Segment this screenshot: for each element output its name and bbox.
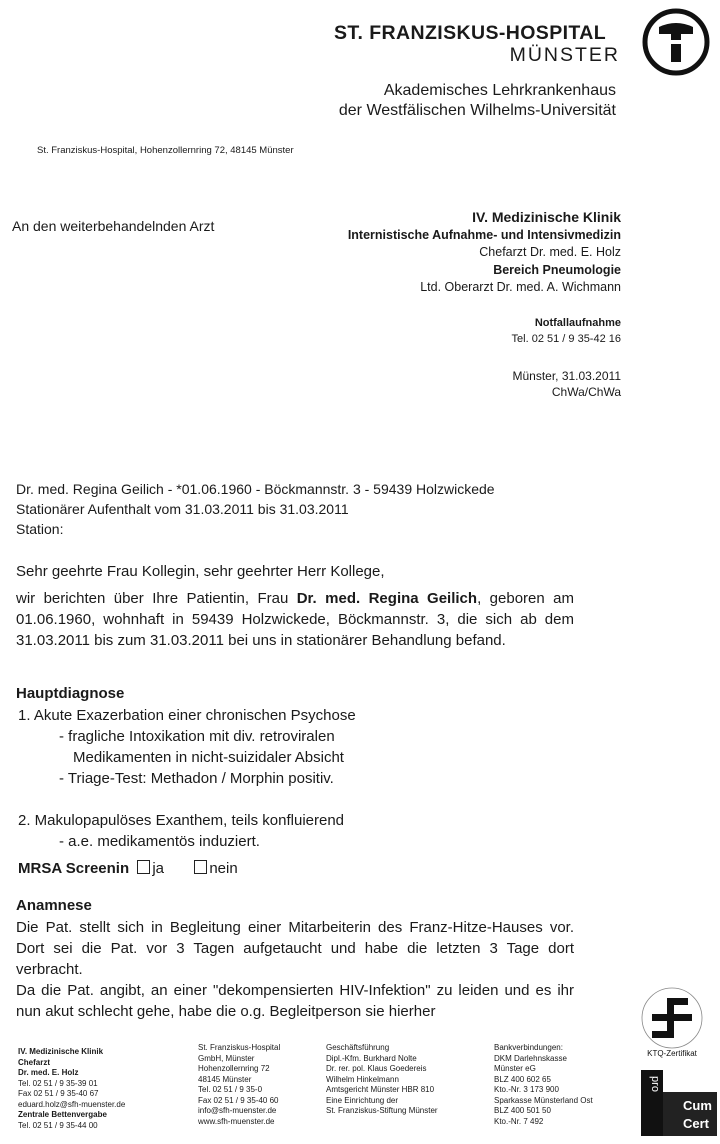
diagnosis-subitem: - Triage-Test: Methadon / Morphin positiv. [59,770,334,787]
mrsa-ja-checkbox[interactable] [137,860,150,874]
clinic-senior-physician: Ltd. Oberarzt Dr. med. A. Wichmann [420,280,621,294]
procum-cert-logo [641,1070,717,1136]
letter-reference: ChWa/ChWa [551,385,621,399]
footer-line: Sparkasse Münsterland Ost [494,1095,593,1105]
footer-line: Dipl.-Kfm. Burkhard Nolte [326,1053,417,1063]
clinic-name: IV. Medizinische Klinik [472,209,621,225]
patient-info [16,479,495,539]
footer-line: Bankverbindungen: [494,1043,563,1052]
sender-address: St. Franziskus-Hospital, Hohenzollernring 72, 48145 Münster [37,145,294,156]
ktq-certificate-logo [634,982,710,1060]
footer-email: eduard.holz@sfh-muenster.de [18,1099,126,1109]
emergency-title: Notfallaufnahme [534,317,621,329]
footer-line: Dr. med. E. Holz [18,1068,79,1077]
footer-line: Tel. 02 51 / 9 35-44 00 [18,1120,98,1130]
footer-management [326,1043,438,1117]
footer-line: 48145 Münster [198,1074,252,1084]
patient-line: Dr. med. Regina Geilich - *01.06.1960 - Böckmannstr. 3 - 59439 Holzwickede [16,481,495,497]
footer-line: Fax 02 51 / 9 35-40 67 [18,1089,99,1098]
footer-line: Eine Einrichtung der [326,1095,399,1105]
patient-name: Dr. med. Regina Geilich [296,590,478,607]
clinic-area: Bereich Pneumologie [493,262,621,277]
hospital-city: MÜNSTER [509,44,620,66]
stay-line: Stationärer Aufenthalt vom 31.03.2011 bis 31.03.2011 [16,501,349,517]
diagnosis-item: 2. Makulopapulöses Exanthem, teils konfluierend [18,812,345,829]
intro-text: wir berichten über Ihre Patientin, Frau [16,590,297,607]
footer-line: BLZ 400 501 50 [494,1106,551,1115]
footer-line: Münster eG [494,1064,536,1073]
footer-clinic-contact [18,1047,125,1131]
recipient: An den weiterbehandelnden Arzt [12,218,215,234]
intro-paragraph [16,588,574,651]
diagnosis-heading: Hauptdiagnose [16,685,125,702]
clinic-block [348,209,621,297]
hospital-name: ST. FRANZISKUS-HOSPITAL [334,22,607,44]
station-line: Station: [16,521,64,537]
university-line: der Westfälischen Wilhelms-Universität [338,102,616,119]
procum-cert: Cert [683,1116,710,1131]
hospital-logo [641,7,711,77]
footer-line: Tel. 02 51 / 9 35-39 01 [18,1078,98,1088]
emergency-block [512,315,621,347]
ktq-label: KTQ-Zertifikat [647,1049,697,1058]
diagnosis-item: 1. Akute Exazerbation einer chronischen Psychose [18,707,356,724]
footer-line: GmbH, Münster [198,1053,255,1063]
footer-line: Kto.-Nr. 7 492 [494,1116,544,1126]
letter-date: Münster, 31.03.2011 [512,369,621,383]
diagnosis-subitem: Medikamenten in nicht-suizidaler Absicht [73,749,344,766]
footer-line: Tel. 02 51 / 9 35-0 [198,1085,263,1094]
mrsa-label: MRSA Screenin [18,860,130,877]
footer-line: St. Franziskus-Stiftung Münster [326,1106,438,1115]
footer-line: Amtsgericht Münster HBR 810 [326,1085,435,1094]
footer-line: Geschäftsführung [326,1043,390,1052]
diagnosis-subitem: - fragliche Intoxikation mit div. retroviralen [59,728,335,745]
anamnese-text [16,917,574,1022]
footer-hospital-address [198,1043,280,1127]
procum-pro: pro [649,1076,661,1092]
footer-line: IV. Medizinische Klinik [18,1047,104,1056]
university-line: Akademisches Lehrkrankenhaus [383,82,616,99]
footer-line: DKM Darlehnskasse [494,1053,567,1063]
mrsa-nein-label: nein [209,860,238,877]
university-affiliation [339,81,616,121]
footer-email: info@sfh-muenster.de [198,1106,277,1115]
footer-line: Wilhelm Hinkelmann [326,1074,399,1084]
footer-line: Hohenzollernring 72 [198,1064,270,1073]
footer-line: Zentrale Bettenvergabe [18,1110,107,1119]
mrsa-ja-label: ja [152,860,164,877]
footer-website: www.sfh-muenster.de [198,1116,275,1126]
anamnese-paragraph: Da die Pat. angibt, an einer "dekompensierten HIV-Infektion" zu leiden und es ihr nun akut schlecht gehe, habe die o.g. Begleitperson sie hierher [16,982,574,1020]
footer-line: Kto.-Nr. 3 173 900 [494,1085,559,1094]
footer-line: BLZ 400 602 65 [494,1074,551,1084]
footer-line: Dr. rer. pol. Klaus Goedereis [326,1064,427,1073]
greeting: Sehr geehrte Frau Kollegin, sehr geehrter Herr Kollege, [16,563,385,580]
date-block [512,368,621,400]
procum-cum: Cum [683,1098,712,1113]
footer-line: Chefarzt [18,1057,51,1067]
anamnese-paragraph: Die Pat. stellt sich in Begleitung einer Mitarbeiterin des Franz-Hitze-Hauses vor. Dort sei die Pat. vor 3 Tagen aufgetaucht und habe die letzten 3 Tage dort verbracht. [16,919,574,978]
footer-line: Fax 02 51 / 9 35-40 60 [198,1095,279,1105]
emergency-phone: Tel. 02 51 / 9 35-42 16 [511,333,621,345]
diagnosis-subitem: - a.e. medikamentös induziert. [59,833,260,850]
footer-line: St. Franziskus-Hospital [198,1043,281,1052]
mrsa-screening [18,860,238,877]
clinic-department: Internistische Aufnahme- und Intensivmedizin [347,227,621,242]
mrsa-nein-checkbox[interactable] [194,860,207,874]
anamnese-heading: Anamnese [16,897,92,914]
footer-bank-details [494,1043,593,1127]
diagnosis-list [18,705,356,852]
intro-text: , geboren am 01.06.1960, wohnhaft in 59439 Holzwickede, Böckmannstr. 3, die sich ab dem 31.03.2011 bis zum 31.03.2011 bei uns in stationärer Behandlung befand. [16,590,574,649]
clinic-chief: Chefarzt Dr. med. E. Holz [479,245,621,259]
